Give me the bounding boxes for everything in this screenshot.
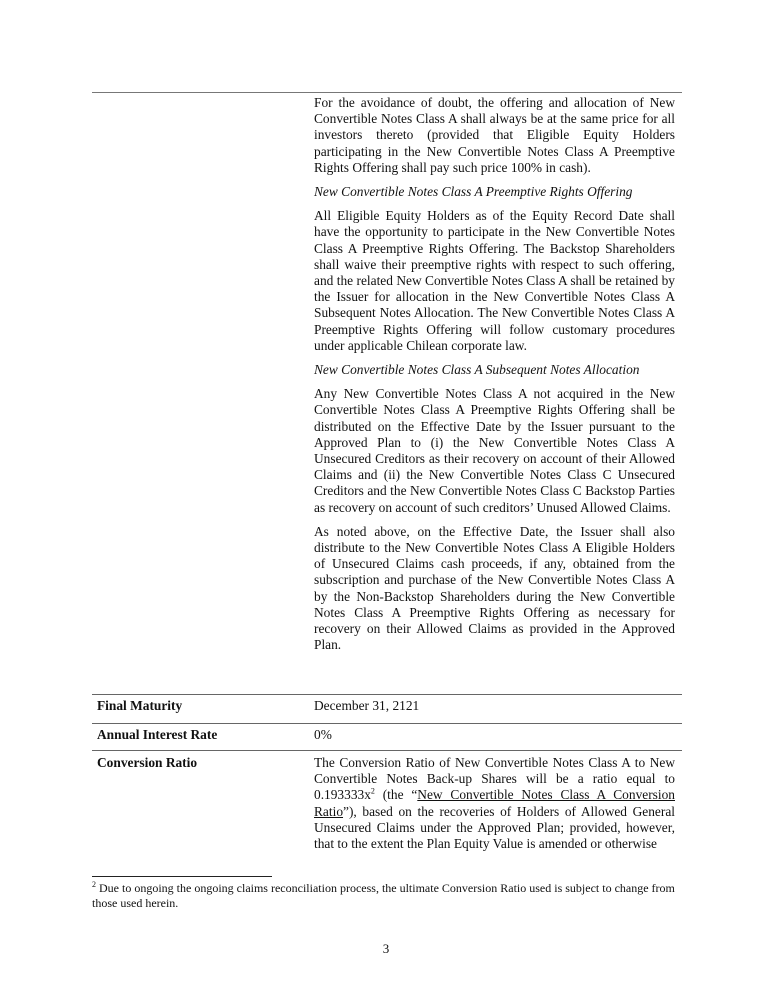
paragraph-cash-proceeds: As noted above, on the Effective Date, the Issuer shall also distribute to the New Convertible Notes Class A Eligible Holders of Unsecured Claims cash proceeds, if any, obtained from the subscription and purchase of the New Convertible Notes Class A by the Non-Backstop Shareholders during the New Convertible Notes Class A Preemptive Rights Offering as necessary for recovery on their Allowed Claims as provided in the Approved Plan.: [314, 523, 675, 653]
page-number: 3: [382, 941, 390, 956]
footnote: [92, 881, 682, 911]
row-divider: [92, 750, 682, 751]
heading-subsequent-allocation: New Convertible Notes Class A Subsequent Notes Allocation: [314, 362, 640, 378]
footnote-text: Due to ongoing the ongoing claims reconciliation process, the ultimate Conversion Ratio used is subject to change from those used herein.: [92, 881, 675, 910]
footnote-number: 2: [92, 880, 96, 889]
paragraph-subsequent-allocation: Any New Convertible Notes Class A not acquired in the New Convertible Notes Class A Preemptive Rights Offering shall be distributed on the Effective Date by the Issuer pursuant to the Approved Plan to (i) the New Convertible Notes Class A Unsecured Creditors as their recovery on account of their Allowed Claims and (ii) the New Convertible Notes Class C Unsecured Creditors and the New Convertible Notes Class C Backstop Parties as recovery on account of such creditors’ Unused Allowed Claims.: [314, 386, 675, 515]
defined-term: New Convertible Notes Class A Conversion Ratio: [314, 787, 675, 819]
annual-interest-label: Annual Interest Rate: [97, 727, 218, 742]
conversion-ratio-value: [314, 755, 675, 852]
final-maturity-label: Final Maturity: [97, 698, 183, 713]
annual-interest-value: 0%: [314, 727, 332, 742]
continued-cell: [314, 95, 675, 654]
conversion-ratio-label: Conversion Ratio: [97, 755, 198, 770]
paragraph-preemptive-rights: All Eligible Equity Holders as of the Equity Record Date shall have the opportunity to participate in the New Convertible Notes Class A Preemptive Rights Offering. The Backstop Shareholders shall waive their preemptive rights with respect to such offering, and the related New Convertible Notes Class A shall be retained by the Issuer for allocation in the New Convertible Notes Class A Subsequent Notes Allocation. The New Convertible Notes Class A Preemptive Rights Offering will follow customary procedures under applicable Chilean corporate law.: [314, 208, 675, 353]
final-maturity-value: December 31, 2121: [314, 698, 420, 713]
conversion-ratio-text-before: The Conversion Ratio of New Convertible Notes Class A to New Convertible Notes Back-up Shares will be a ratio equal to 0.193333x: [314, 755, 675, 803]
conversion-ratio-paragraph: [314, 755, 675, 852]
row-divider: [92, 723, 682, 724]
footnote-reference[interactable]: 2: [370, 786, 375, 796]
heading-preemptive-rights: New Convertible Notes Class A Preemptive Rights Offering: [314, 184, 633, 200]
table-top-rule: [92, 92, 682, 93]
row-divider: [92, 694, 682, 695]
footnote-separator: [92, 876, 272, 877]
conversion-ratio-text-after: ”), based on the recoveries of Holders of Allowed General Unsecured Claims under the Approved Plan; provided, however, that to the extent the Plan Equity Value is amended or otherwise: [314, 803, 675, 852]
paragraph-offering-price: For the avoidance of doubt, the offering and allocation of New Convertible Notes Class A shall always be at the same price for all investors thereto (provided that Eligible Equity Holders participating in the New Convertible Notes Class A Preemptive Rights Offering shall pay such price 100% in cash).: [314, 95, 675, 175]
conversion-ratio-open-quote: (the “: [374, 787, 418, 803]
